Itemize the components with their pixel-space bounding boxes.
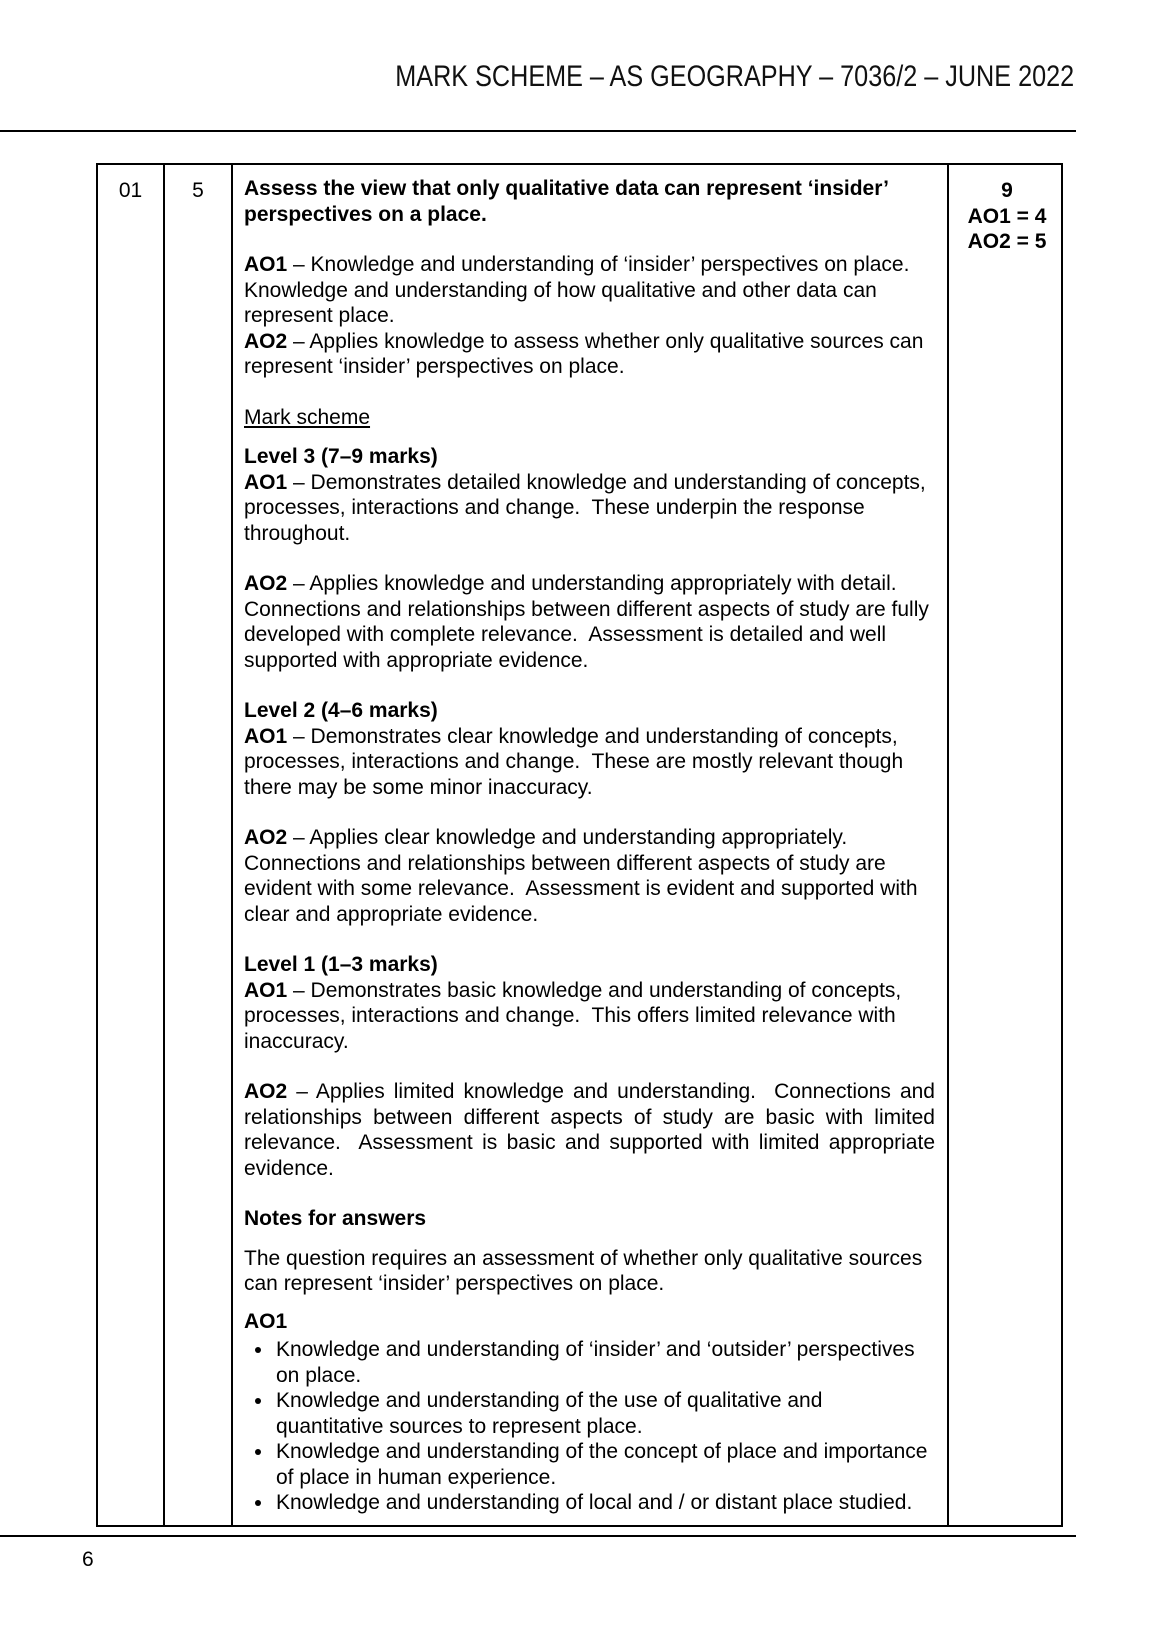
objective-ao1 [244, 252, 935, 329]
footer-rule [0, 1535, 1076, 1537]
level-3-block [244, 444, 935, 673]
level-1-title: Level 1 (1–3 marks) [244, 953, 438, 976]
notes-bullet: • Knowledge and understanding of local and / or distant place studied. [274, 1490, 935, 1516]
level-1-ao2 [244, 1079, 941, 1181]
ao1-label: AO1 [244, 978, 288, 1002]
mark-scheme-heading: Mark scheme [244, 405, 371, 429]
objectives-block [244, 252, 935, 380]
ao2-text: – Applies clear knowledge and understanding appropriately. Connections and relationships between different aspects of study are evident with some relevance. Assessment is evident and supported with clear and appropriate evidence. [244, 826, 924, 926]
notes-ao1-heading: AO1 [244, 1309, 288, 1333]
level-3-title: Level 3 (7–9 marks) [244, 445, 438, 468]
page-number: 6 [82, 1548, 94, 1571]
mark-scheme-table [96, 163, 1063, 1527]
ao2-text: – Applies knowledge and understanding appropriately with detail. Connections and relationships between different aspects of study are fully developed with complete relevance. Assessment is detailed and well supported with appropriate evidence. [244, 572, 935, 672]
ao1-label: AO1 [244, 724, 288, 748]
level-3-ao2 [244, 571, 935, 673]
level-2-ao1 [244, 724, 935, 801]
level-1-ao1 [244, 978, 935, 1055]
notes-bullet: • Knowledge and understanding of the use of qualitative and quantitative sources to represent place. [274, 1388, 935, 1439]
header-title: MARK SCHEME – AS GEOGRAPHY – 7036/2 – JUNE 2022 [395, 60, 1074, 93]
notes-bullet: • Knowledge and understanding of ‘insider’ and ‘outsider’ perspectives on place. [274, 1337, 935, 1388]
ao2-label: AO2 [244, 1080, 288, 1103]
marks-ao1-split: AO1 = 4 [967, 204, 1047, 228]
ao1-text: – Knowledge and understanding of ‘insider’ perspectives on place. Knowledge and understanding of how qualitative and other data can represent place. [244, 253, 916, 327]
header-rule [0, 130, 1076, 132]
question-prompt: Assess the view that only qualitative data can represent ‘insider’ perspectives on a place. [244, 177, 894, 226]
objective-ao2 [244, 329, 935, 380]
notes-for-answers-heading: Notes for answers [244, 1207, 427, 1230]
level-1-block [244, 952, 941, 1181]
level-3-ao1 [244, 470, 935, 547]
part-number: 5 [192, 179, 204, 202]
ao2-label: AO2 [244, 572, 288, 595]
ao2-label: AO2 [244, 826, 288, 849]
ao2-text: – Applies knowledge to assess whether only qualitative sources can represent ‘insider’ perspectives on place. [244, 329, 930, 378]
ao2-label: AO2 [244, 329, 288, 353]
marks-total: 9 [1001, 179, 1013, 202]
ao1-label: AO1 [244, 470, 288, 494]
ao1-text: – Demonstrates clear knowledge and understanding of concepts, processes, interactions and change. These are mostly relevant though there may be some minor inaccuracy. [244, 724, 910, 799]
answer-cell [233, 165, 949, 1525]
level-2-title: Level 2 (4–6 marks) [244, 699, 438, 722]
notes-intro: The question requires an assessment of whether only qualitative sources can represent ‘insider’ perspectives on place. [244, 1246, 929, 1295]
level-2-ao2 [244, 825, 935, 927]
part-number-cell [165, 165, 233, 1525]
notes-bullet: • Knowledge and understanding of the concept of place and importance of place in human experience. [274, 1439, 935, 1490]
ao1-text: – Demonstrates detailed knowledge and understanding of concepts, processes, interactions and change. These underpin the response throughout. [244, 470, 932, 545]
level-2-block [244, 698, 935, 927]
ao2-text: – Applies limited knowledge and understanding. Connections and relationships between different aspects of study are basic with limited relevance. Assessment is basic and supported with limited appropriate evidence. [244, 1080, 941, 1180]
ao1-label: AO1 [244, 253, 288, 276]
question-number-cell [98, 165, 165, 1525]
marks-ao2-split: AO2 = 5 [967, 230, 1047, 253]
notes-bullet-list [244, 1337, 935, 1516]
ao1-text: – Demonstrates basic knowledge and understanding of concepts, processes, interactions and change. This offers limited relevance with inaccuracy. [244, 978, 908, 1053]
marks-cell [949, 165, 1065, 1525]
question-number: 01 [118, 179, 143, 202]
